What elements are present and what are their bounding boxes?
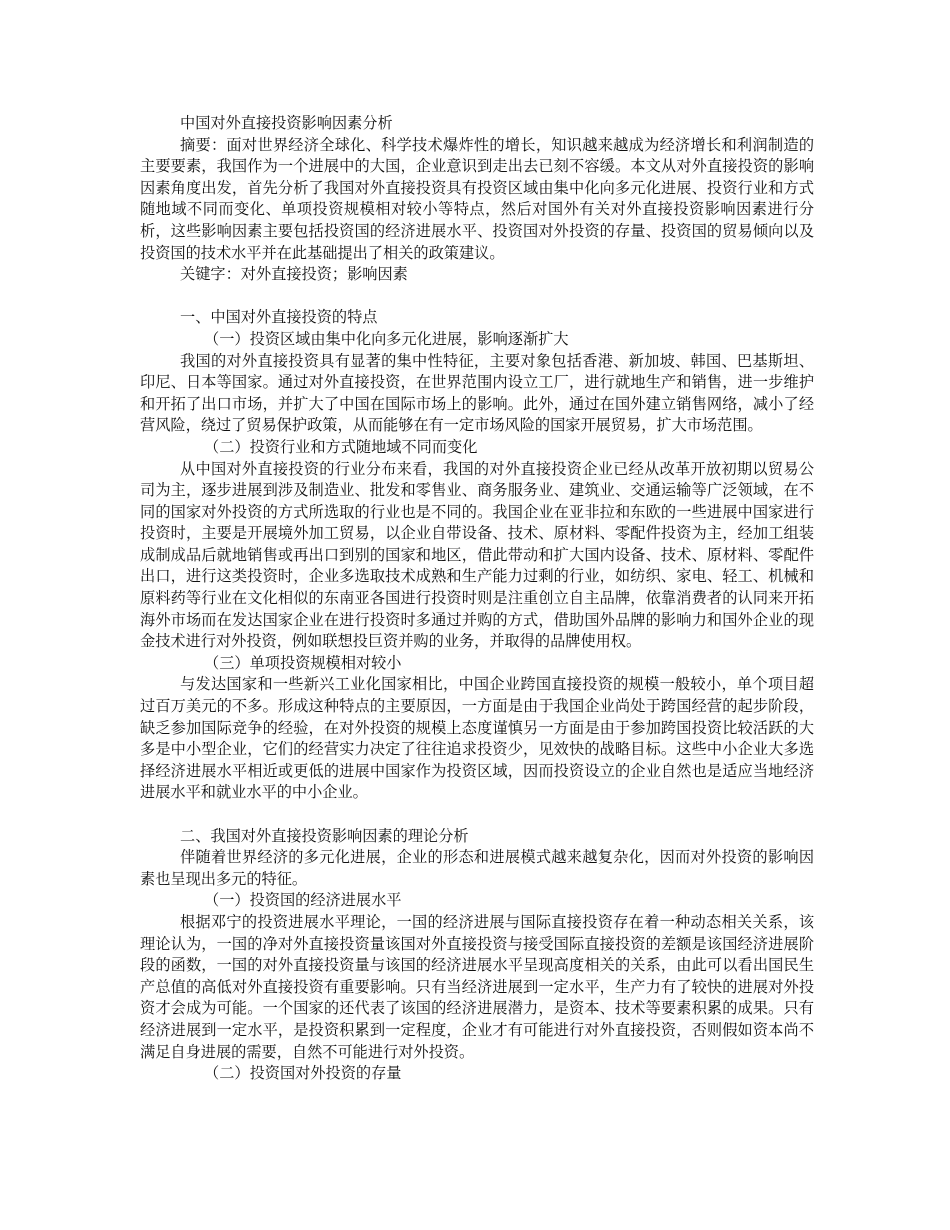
section-1-3-body: 与发达国家和一些新兴工业化国家相比，中国企业跨国直接投资的规模一般较小，单个项目超过百万美元的不多。形成这种特点的主要原因，一方面是由于我国企业尚处于跨国经营的起步阶段，缺乏参加国际竞争的经验，在对外投资的规模上态度谨慎另一方面是由于参加跨国投资比较活跃的大多是中小型企业，它们的经营实力决定了往往追求投资少，见效快的战略目标。这些中小企业大多选择经济进展水平相近或更低的进展中国家作为投资区域，因而投资设立的企业自然也是适应当地经济进展水平和就业水平的中小企业。: [140, 675, 814, 802]
section-2-heading: 二、我国对外直接投资影响因素的理论分析: [180, 826, 469, 845]
section-1-1-body: 我国的对外直接投资具有显著的集中性特征，主要对象包括香港、新加坡、韩国、巴基斯坦、印尼、日本等国家。通过对外直接投资，在世界范围内设立工厂，进行就地生产和销售，进一步维护和开拓了出口市场，并扩大了中国在国际市场上的影响。此外，通过在国外建立销售网络，减小了经营风险，绕过了贸易保护政策，从而能够在有一定市场风险的国家开展贸易，扩大市场范围。: [140, 351, 814, 435]
section-1-2-body: 从中国对外直接投资的行业分布来看，我国的对外直接投资企业已经从改革开放初期以贸易公司为主，逐步进展到涉及制造业、批发和零售业、商务服务业、建筑业、交通运输等广泛领域，在不同的国家对外投资的方式所选取的行业也是不同的。我国企业在亚非拉和东欧的一些进展中国家进行投资时，主要是开展境外加工贸易，以企业自带设备、技术、原材料、零配件投资为主，经加工组装成制成品后就地销售或再出口到别的国家和地区，借此带动和扩大国内设备、技术、原材料、零配件出口，进行这类投资时，企业多选取技术成熟和生产能力过剩的行业，如纺织、家电、轻工、机械和原料药等行业在文化相似的东南亚各国进行投资时则是注重创立自主品牌，依靠消费者的认同来开拓海外市场而在发达国家企业在进行投资时多通过并购的方式，借助国外品牌的影响力和国外企业的现金技术进行对外投资，例如联想投巨资并购的业务，并取得的品牌使用权。: [140, 459, 814, 651]
section-2-1-heading: （一）投资国的经济进展水平: [204, 891, 402, 910]
section-2-1-body: 根据邓宁的投资进展水平理论，一国的经济进展与国际直接投资存在着一种动态相关关系，该理论认为，一国的净对外直接投资量该国对外直接投资与接受国际直接投资的差额是该国经济进展阶段的函数，一国的对外直接投资量与该国的经济进展水平呈现高度相关的关系，由此可以看出国民生产总值的高低对外直接投资有重要影响。只有当经济进展到一定水平，生产力有了较快的进展对外投资才会成为可能。一个国家的还代表了该国的经济进展潜力，是资本、技术等要素积累的成果。只有经济进展到一定水平，是投资积累到一定程度，企业才有可能进行对外直接投资，否则假如资本尚不满足自身进展的需要，自然不可能进行对外投资。: [140, 912, 814, 1061]
abstract-paragraph: 摘要：面对世界经济全球化、科学技术爆炸性的增长，知识越来越成为经济增长和利润制造的主要要素，我国作为一个进展中的大国，企业意识到走出去已刻不容缓。本文从对外直接投资的影响因素角度出发，首先分析了我国对外直接投资具有投资区域由集中化向多元化进展、投资行业和方式随地域不同而变化、单项投资规模相对较小等特点，然后对国外有关对外直接投资影响因素进行分析，这些影响因素主要包括投资国的经济进展水平、投资国对外投资的存量、投资国的贸易倾向以及投资国的技术水平并在此基础提出了相关的政策建议。: [140, 135, 814, 262]
blank-line: [140, 286, 814, 308]
document-page: [140, 113, 814, 1085]
keywords-line: 关键字：对外直接投资；影响因素: [180, 265, 408, 284]
blank-line: [140, 804, 814, 826]
section-1-3-heading: （三）单项投资规模相对较小: [204, 653, 402, 672]
section-2-2-heading: （二）投资国对外投资的存量: [204, 1064, 402, 1083]
section-1-heading: 一、中国对外直接投资的特点: [180, 308, 378, 327]
document-title: 中国对外直接投资影响因素分析: [180, 114, 393, 132]
section-1-1-heading: （一）投资区域由集中化向多元化进展，影响逐渐扩大: [204, 329, 569, 348]
section-2-intro: 伴随着世界经济的多元化进展，企业的形态和进展模式越来越复杂化，因而对外投资的影响因素也呈现出多元的特征。: [140, 848, 814, 888]
section-1-2-heading: （二）投资行业和方式随地域不同而变化: [204, 437, 478, 456]
